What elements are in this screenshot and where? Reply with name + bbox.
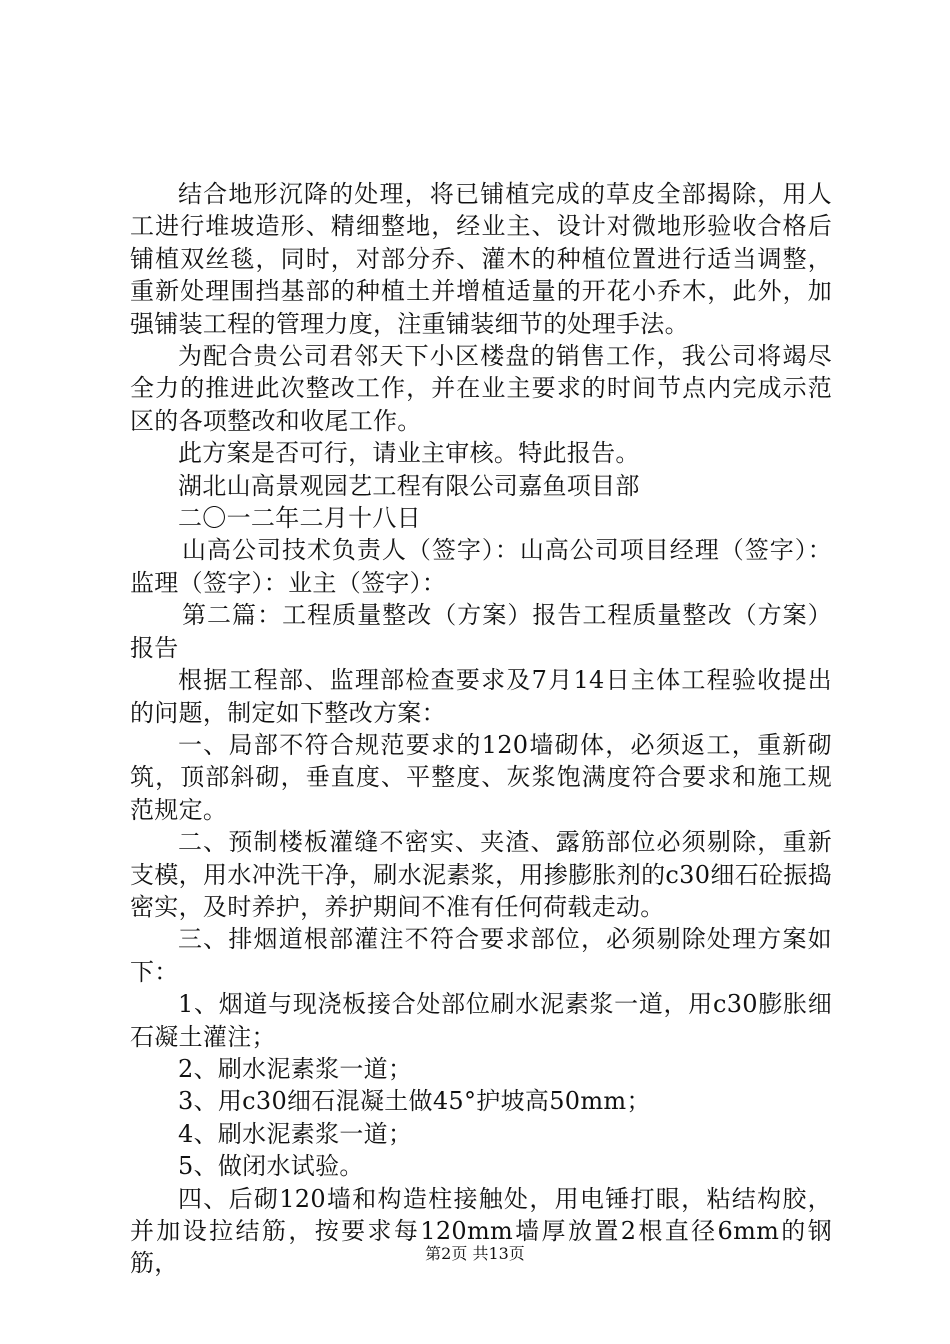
document-body: [130, 178, 832, 1280]
paragraph-date: 二〇一二年二月十八日: [178, 504, 421, 533]
subitem-3: 3、用c30细石混凝土做45°护坡高50mm；: [178, 1087, 651, 1116]
section-heading-second-article: 第二篇：工程质量整改（方案）报告工程质量整改（方案）报告: [130, 601, 832, 662]
paragraph-review-request: 此方案是否可行，请业主审核。特此报告。: [178, 439, 640, 468]
item-wall-masonry: 一、局部不符合规范要求的120墙砌体，必须返工，重新砌筑，顶部斜砌，垂直度、平整度、灰浆饱满度符合要求和施工规范规定。: [130, 730, 832, 824]
subitem-2: 2、刷水泥素浆一道；: [178, 1054, 413, 1083]
paragraph-inspection-basis: 根据工程部、监理部检查要求及7月14日主体工程验收提出的问题，制定如下整改方案：: [130, 666, 832, 727]
subitem-5: 5、做闭水试验。: [178, 1152, 364, 1181]
item-flue-base: 三、排烟道根部灌注不符合要求部位，必须剔除处理方案如下：: [130, 925, 832, 986]
subitem-1: 1、烟道与现浇板接合处部位刷水泥素浆一道，用c30膨胀细石凝土灌注；: [130, 990, 832, 1051]
subitem-4: 4、刷水泥素浆一道；: [178, 1119, 413, 1148]
paragraph-landscape-rework: 结合地形沉降的处理，将已铺植完成的草皮全部揭除，用人工进行堆坡造形、精细整地，经业主、设计对微地形验收合格后铺植双丝毯，同时，对部分乔、灌木的种植位置进行适当调整，重新处理围挡基部的种植土并增植适量的开花小乔木，此外，加强铺装工程的管理力度，注重铺装细节的处理手法。: [130, 180, 832, 338]
paragraph-cooperation: 为配合贵公司君邻天下小区楼盘的销售工作，我公司将竭尽全力的推进此次整改工作，并在业主要求的时间节点内完成示范区的各项整改和收尾工作。: [130, 342, 832, 435]
item-late-wall-junction: 四、后砌120墙和构造柱接触处，用电锤打眼，粘结构胶，并加设拉结筋，按要求每120mm墙厚放置2根直径6mm的钢筋，: [130, 1184, 832, 1278]
paragraph-signatures: 山高公司技术负责人（签字）：山高公司项目经理（签字）：监理（签字）：业主（签字）：: [130, 536, 832, 597]
page-number: 第2页 共13页: [425, 1244, 525, 1263]
page-footer: [0, 1244, 950, 1264]
item-precast-slab: 二、预制楼板灌缝不密实、夹渣、露筋部位必须剔除，重新支模，用水冲洗干净，刷水泥素浆，用掺膨胀剂的c30细石砼振捣密实，及时养护，养护期间不准有任何荷载走动。: [130, 828, 832, 921]
paragraph-company-name: 湖北山高景观园艺工程有限公司嘉鱼项目部: [178, 471, 640, 500]
